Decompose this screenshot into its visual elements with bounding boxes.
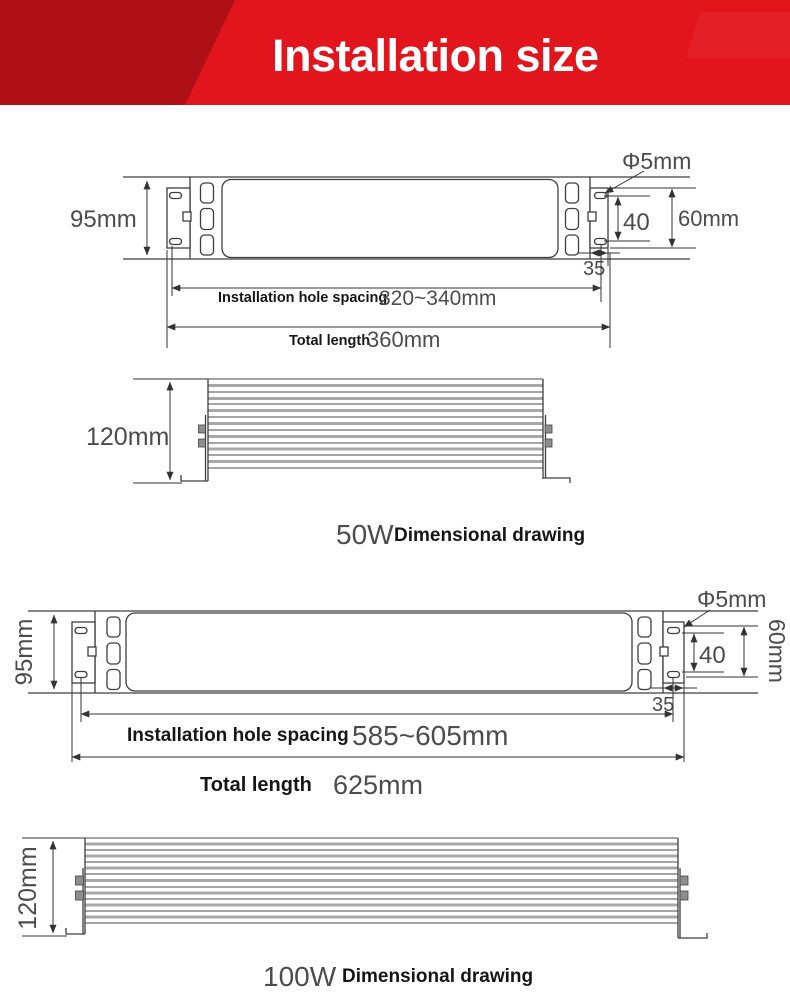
100w-side-view — [14, 838, 707, 938]
hole-diameter-label: Φ5mm — [697, 586, 767, 612]
power-rating: 100W — [263, 961, 337, 992]
bracket-height-label: 60mm — [678, 206, 740, 231]
hole-diameter-leader — [684, 610, 710, 627]
50w-caption — [336, 519, 585, 550]
mounting-hole — [170, 193, 182, 199]
50w-side-view — [86, 379, 570, 483]
screw-studs-left — [76, 876, 84, 900]
height-dimension-label: 95mm — [11, 618, 38, 686]
hole-spacing-label: Installation hole spacing — [218, 290, 388, 306]
caption-text: Dimensional drawing — [342, 966, 534, 987]
total-length-label: Total length — [200, 774, 312, 796]
mounting-bracket-left — [72, 622, 96, 683]
total-length-value: 625mm — [333, 770, 424, 800]
vent-slots-right — [566, 183, 579, 255]
body-outline — [126, 613, 632, 691]
hole-diameter-leader — [605, 171, 644, 193]
hole-spacing-value: 320~340mm — [379, 287, 497, 310]
hole-offset-label: 40 — [699, 642, 726, 669]
mounting-hole — [75, 628, 87, 634]
100w-caption — [263, 961, 533, 992]
hole-spacing-label: Installation hole spacing — [127, 725, 349, 746]
100w-top-view — [11, 586, 790, 800]
bracket-width-label: 35 — [652, 694, 675, 716]
hole-offset-label: 40 — [623, 209, 650, 236]
vent-slots-left — [107, 617, 120, 690]
power-rating: 50W — [336, 519, 394, 550]
vent-slots-right — [638, 617, 651, 690]
cooling-fins-light — [85, 844, 678, 917]
cooling-fins-light — [208, 386, 543, 462]
mounting-bracket-right — [588, 188, 608, 248]
mounting-bracket-left — [167, 188, 191, 248]
screw-studs-left — [199, 425, 206, 447]
bracket-width-label: 35 — [583, 258, 606, 280]
height-dimension-label: 120mm — [14, 846, 42, 930]
header-banner — [0, 0, 790, 105]
screw-studs-right — [680, 876, 688, 900]
hole-spacing-value: 585~605mm — [352, 720, 509, 751]
banner-highlight-shape — [686, 12, 790, 58]
mounting-hole — [668, 628, 680, 634]
bracket-height-label: 60mm — [764, 619, 790, 683]
mounting-hole — [75, 672, 87, 678]
caption-text: Dimensional drawing — [394, 525, 586, 546]
mounting-bracket-right — [660, 622, 684, 683]
total-length-value: 360mm — [367, 327, 441, 352]
mounting-hole — [668, 672, 680, 678]
total-length-label: Total length — [289, 333, 371, 349]
mounting-hole — [170, 239, 182, 245]
body-outline — [222, 180, 558, 258]
page-title: Installation size — [272, 30, 599, 81]
vent-slots-left — [201, 183, 214, 255]
height-dimension-label: 120mm — [86, 423, 170, 451]
height-dimension-label: 95mm — [70, 206, 137, 233]
hole-diameter-label: Φ5mm — [622, 148, 692, 174]
50w-top-view — [70, 148, 739, 352]
